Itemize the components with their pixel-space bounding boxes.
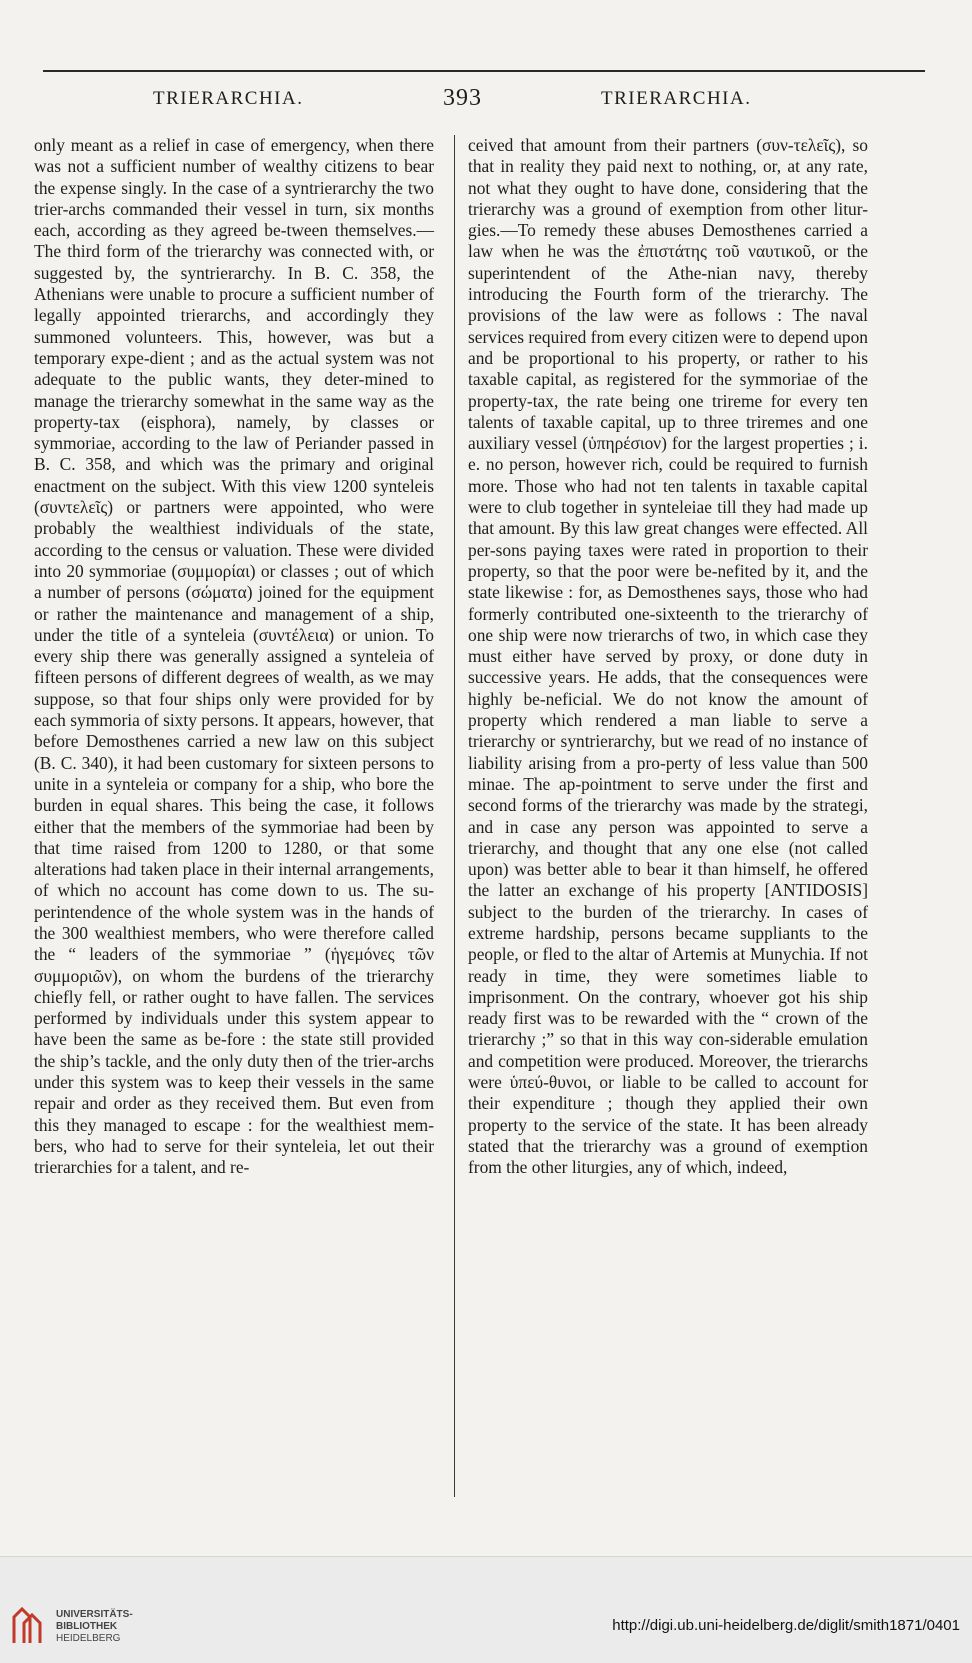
header-left-title: TRIERARCHIA. (153, 88, 304, 109)
left-column (34, 135, 434, 1179)
viewer-footer (0, 1556, 972, 1663)
right-column-text: ceived that amount from their partners (συν-τελεῖς), so that in reality they paid next to nothing, or, at any rate, not what they ought to have done, considering that the trierarchy was a ground of exemption from other litur-gies.—To remedy these abuses Demosthenes carried a law when he was the ἐπιστάτης τοῦ ναυτικοῦ, or the superintendent of the Athe-nian navy, thereby introducing the Fourth form of the trierarchy. The provisions of the law were as follows : The naval services required from every citizen were to depend upon and be proportional to his property, or rather to his taxable capital, as registered for the symmoriae of the property-tax, the rate being one trireme for every ten talents of taxable capital, up to three triremes and one auxiliary vessel (ὑπηρέσιον) for the largest properties ; i. e. no person, however rich, could be required to furnish more. Those who had not ten talents in taxable capital were to club together in synteleiae till they had made up that amount. By this law great changes were effected. All per-sons paying taxes were rated in proportion to their property, so that the poor were be-nefited by it, and the state likewise : for, as Demosthenes says, those who had formerly contributed one-sixteenth to the trierarchy of one ship were now trierarchs of two, in which case they must either have served by proxy, or done duty in successive years. He adds, that the consequences were highly be-neficial. We do not know the amount of property which rendered a man liable to serve a trierarchy or syntrierarchy, but we read of no instance of liability arising from a pro-perty of less value than 500 minae. The ap-pointment to serve under the first and second forms of the trierarchy was made by the strategi, and in case any person was appointed to serve a trierarchy, and thought that any one else (not called upon) was better able to bear it than himself, he offered the latter an exchange of his property [ANTIDOSIS] subject to the burden of the trierarchy. In cases of extreme hardship, persons became suppliants to the people, or fled to the altar of Artemis at Munychia. If not ready in time, they were sometimes liable to imprisonment. On the contrary, whoever got his ship ready first was to be rewarded with the “ crown of the trierarchy ;” so that in this way con-siderable emulation and competition were produced. Moreover, the trierarchs were ὑπεύ-θυνοι, or liable to be called to account for their expenditure ; though they applied their own property to the service of the state. It has been already stated that the trierarchy was a ground of exemption from the other liturgies, any of which, indeed, (468, 135, 868, 1178)
right-column (468, 135, 868, 1179)
header-right-title: TRIERARCHIA. (601, 88, 752, 109)
page-number: 393 (443, 85, 482, 111)
header-rule (43, 70, 925, 72)
permalink-url[interactable]: http://digi.ub.uni-heidelberg.de/diglit/smith1871/0401 (612, 1617, 960, 1634)
library-name: UNIVERSITÄTS- BIBLIOTHEK HEIDELBERG (56, 1609, 133, 1644)
column-divider (454, 135, 455, 1497)
university-library-logo-icon (10, 1603, 46, 1647)
running-header (43, 85, 925, 118)
left-column-text: only meant as a relief in case of emergency, when there was not a sufficient number of wealthy citizens to bear the expense singly. In the case of a syntrierarchy the two trier-archs commanded their vessel in turn, six months each, according as they agreed be-tween themselves.—The third form of the trierarchy was connected with, or suggested by, the syntrierarchy. In B. C. 358, the Athenians were unable to procure a sufficient number of legally appointed trierarchs, and accordingly they summoned volunteers. This, however, was but a temporary expe-dient ; and as the actual system was not adequate to the public wants, they deter-mined to manage the trierarchy somewhat in the same way as the property-tax (eisphora), namely, by classes or symmoriae, according to the law of Periander passed in B. C. 358, and which was the primary and original enactment on the subject. With this view 1200 synteleis (συντελεῖς) or partners were appointed, who were probably the wealthiest individuals of the state, according to the census or valuation. These were divided into 20 symmoriae (συμμορίαι) or classes ; out of which a number of persons (σώματα) joined for the equipment or rather the maintenance and management of a ship, under the title of a synteleia (συντέλεια) or union. To every ship there was generally assigned a synteleia of fifteen persons of different degrees of wealth, as we may suppose, so that four ships only were provided for by each symmoria of sixty persons. It appears, however, that before Demosthenes carried a new law on this subject (B. C. 340), it had been customary for sixteen persons to unite in a synteleia or company for a ship, who bore the burden in equal shares. This being the case, it follows either that the members of the symmoriae had been by that time raised from 1200 to 1280, or that some alterations had taken place in their internal arrangements, of which no account has come down to us. The su-perintendence of the whole system was in the hands of the 300 wealthiest members, who were therefore called the “ leaders of the symmoriae ” (ἡγεμόνες τῶν συμμοριῶν), on whom the burdens of the trierarchy chiefly fell, or rather ought to have fallen. The services performed by individuals under this system appear to have been the same as be-fore : the state still provided the ship’s tackle, and the only duty then of the trier-archs under this system was to keep their vessels in the same repair and order as they received them. But even from this they managed to escape : for the wealthiest mem-bers, who had to serve for their synteleia, let out their trierarchies for a talent, and re- (34, 135, 434, 1178)
